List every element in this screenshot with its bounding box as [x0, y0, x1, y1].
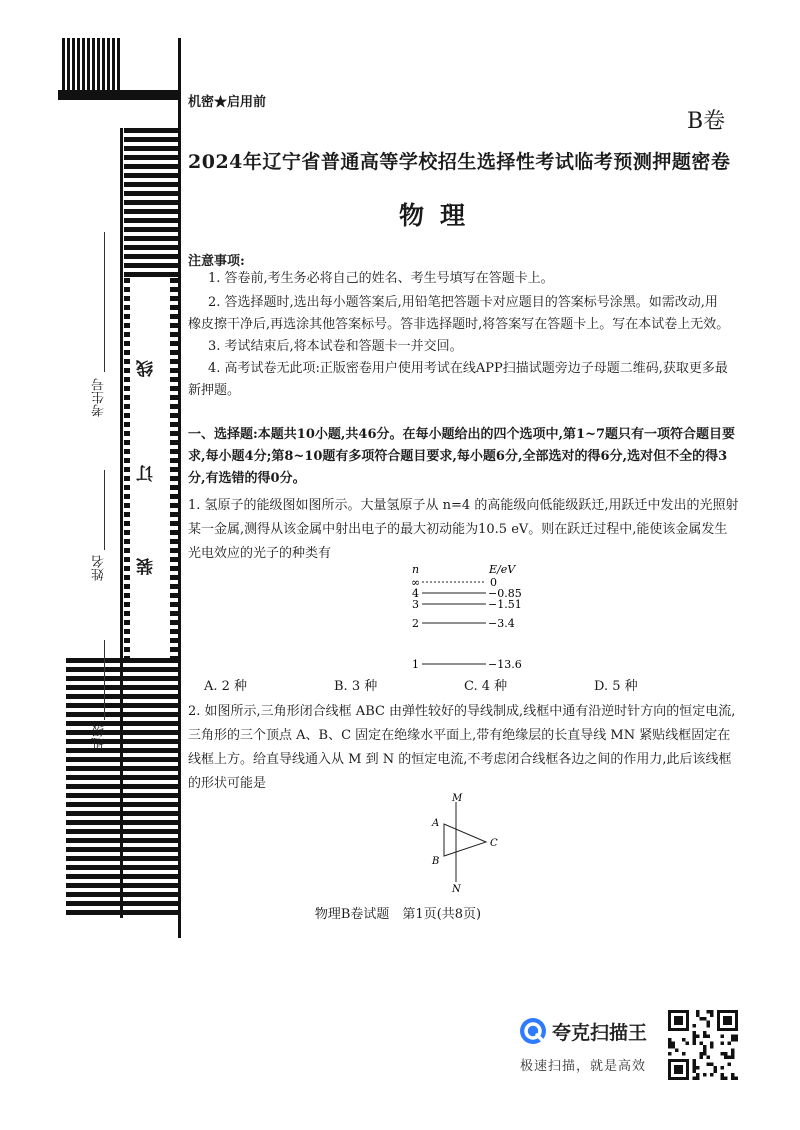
level-n-3: 3: [412, 598, 419, 611]
binding-char-line: 线: [137, 360, 157, 377]
label-n: N: [452, 884, 461, 894]
qr-code-icon[interactable]: [668, 1010, 738, 1080]
subject-title: 物理: [398, 201, 481, 230]
class-field-label: 班级: [92, 724, 107, 750]
binding-char-staple: 订: [137, 465, 157, 482]
note-item: 1. 答卷前,考生务必将自己的姓名、考生号填写在答题卡上。: [208, 271, 554, 286]
level-n-4: 4: [412, 587, 419, 600]
paper-label: B卷: [687, 109, 726, 134]
label-a: A: [432, 818, 440, 829]
binding-strip: [58, 38, 186, 938]
confidential-mark: 机密★启用前: [188, 95, 267, 110]
section-one-instructions: 一、选择题:本题共10小题,共46分。在每小题给出的四个选项中,第1~7题只有一项符合题目要求,每小题4分;第8~10题有多项符合题目要求,每小题6分,全部选对的得6分,选对但不全的得3分,有选错的得0分。: [188, 427, 736, 486]
level-e-inf: 0: [490, 576, 497, 589]
level-e-4: −0.85: [488, 587, 522, 600]
label-m: M: [452, 793, 463, 804]
exam-title: 2024年辽宁省普通高等学校招生选择性考试临考预测押题密卷: [188, 151, 731, 173]
diagram-col-e: E/eV: [489, 563, 516, 576]
triangle-wire-diagram: [420, 792, 510, 894]
choice-d[interactable]: D. 5 种: [594, 679, 638, 694]
binding-char-bind: 装: [137, 558, 157, 575]
note-item: 4. 高考试卷无此项:正版密卷用户使用考试在线APP扫描试题旁边子母题二维码,获取更多最新押题。: [188, 361, 728, 398]
level-n-inf: ∞: [411, 576, 421, 589]
level-e-3: −1.51: [488, 598, 522, 611]
brand-slogan: 极速扫描，就是高效: [520, 1059, 647, 1074]
class-line: [104, 640, 105, 720]
energy-level-diagram: [400, 562, 540, 674]
brand-name: 夸克扫描王: [552, 1022, 648, 1044]
name-field-label: 姓名: [92, 555, 107, 581]
label-c: C: [490, 838, 498, 849]
level-e-1: −13.6: [488, 658, 522, 671]
triangle-frame-abc: [444, 824, 486, 856]
note-item: 3. 考试结束后,将本试卷和答题卡一并交回。: [208, 339, 463, 354]
diagram-col-n: n: [412, 563, 420, 576]
level-n-2: 2: [412, 617, 419, 630]
question-1-choices: [204, 675, 724, 694]
exam-no-field-label: 考生号: [92, 378, 107, 417]
exam-no-line: [104, 232, 105, 372]
choice-c[interactable]: C. 4 种: [464, 679, 508, 694]
notes-heading: 注意事项:: [188, 254, 245, 269]
page-footer: 物理B卷试题 第1页(共8页): [314, 907, 482, 922]
level-e-2: −3.4: [488, 617, 515, 630]
choice-b[interactable]: B. 3 种: [334, 679, 378, 694]
label-b: B: [432, 856, 440, 867]
note-item: 2. 答选择题时,选出每小题答案后,用铅笔把答题卡对应题目的答案标号涂黑。如需改动,用橡皮擦干净后,再选涂其他答案标号。答非选择题时,将答案写在答题卡上。写在本试卷上无效。: [188, 295, 730, 332]
level-n-1: 1: [412, 658, 419, 671]
question-1-text: 1. 氢原子的能级图如图所示。大量氢原子从 n=4 的高能级向低能级跃迁,用跃迁中发出的光照射某一金属,测得从该金属中射出电子的最大初动能为10.5 eV。则在跃迁过程中,能使该金属发生光电效应的光子的种类有: [188, 498, 739, 561]
choice-a[interactable]: A. 2 种: [204, 679, 248, 694]
question-2-text: 2. 如图所示,三角形闭合线框 ABC 由弹性较好的导线制成,线框中通有沿逆时针方向的恒定电流,三角形的三个顶点 A、B、C 固定在绝缘水平面上,带有绝缘层的长直导线 MN 紧贴线框固定在线框上方。给直导线通入从 M 到 N 的恒定电流,不考虑闭合线框各边之间的作用力,此后该线框的形状可能是: [188, 704, 736, 791]
quark-logo-icon: [518, 1016, 548, 1046]
name-line: [104, 470, 105, 550]
